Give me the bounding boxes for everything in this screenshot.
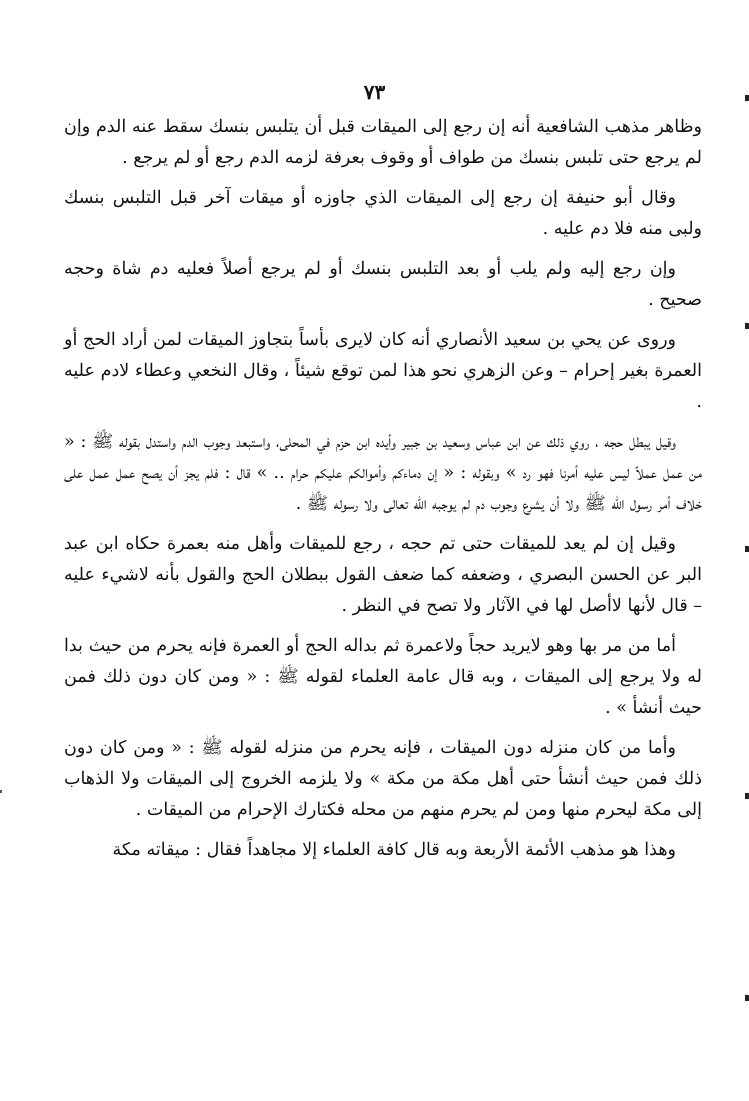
body-text xyxy=(64,112,702,875)
scan-edge-mark xyxy=(745,323,749,329)
paragraph-1: وظاهر مذهب الشافعية أنه إن رجع إلى الميقات قبل أن يتلبس بنسك سقط عنه الدم وإن لم يرجع حتى تلبس بنسك من طواف أو وقوف بعرفة لزمه الدم رجع أو لم يرجع . xyxy=(64,117,702,168)
paragraph-8: وأما من كان منزله دون الميقات ، فإنه يحرم من منزله لقوله ﷺ : « ومن كان دون ذلك فمن حيث أنشأ حتى أهل مكة من مكة » ولا يلزمه الخروج إلى الميقات ولا الذهاب إلى مكة ليحرم منها ومن لم يحرم منهم من محله فكتارك الإحرام من الميقات . xyxy=(64,738,702,820)
scan-edge-mark xyxy=(0,790,2,793)
paragraph-3: وإن رجع إليه ولم يلب أو بعد التلبس بنسك أو لم يرجع أصلاً فعليه دم شاة وحجه صحيح . xyxy=(64,259,702,310)
paragraph-4: وروى عن يحي بن سعيد الأنصاري أنه كان لايرى بأساً بتجاوز الميقات لمن أراد الحج أو العمرة بغير إحرام – وعن الزهري نحو هذا لمن توقع شيئاً ، وقال النخعي وعطاء لادم عليه . xyxy=(64,330,702,412)
paragraph-9: وهذا هو مذهب الأئمة الأربعة وبه قال كافة العلماء إلا مجاهداً فقال : ميقاته مكة xyxy=(112,840,676,860)
page-number: ٧٣ xyxy=(363,80,386,104)
scan-edge-mark xyxy=(745,95,749,101)
scan-edge-mark xyxy=(745,995,749,1001)
paragraph-2: وقال أبو حنيفة إن رجع إلى الميقات الذي جاوزه أو ميقات آخر قبل التلبس بنسك ولبى منه فلا دم عليه . xyxy=(64,188,702,239)
scan-edge-mark xyxy=(745,546,749,552)
scan-edge-mark xyxy=(745,793,749,799)
paragraph-7: أما من مر بها وهو لايريد حجاً ولاعمرة ثم بداله الحج أو العمرة فإنه يحرم من حيث بدا له ولا يرجع إلى الميقات ، وبه قال عامة العلماء لقوله ﷺ : « ومن كان دون ذلك فمن حيث أنشأ » . xyxy=(64,636,702,718)
paragraph-5: وقيل يبطل حجه ، روي ذلك عن ابن عباس وسعيد بن جبير وأيده ابن حزم في المحلى، واستبعد وجوب الدم واستدل بقوله ﷺ : « من عمل عملاً ليس عليه أمرنا فهو رد » وبقوله : « إن دماءكم وأموالكم عليكم حرام .. » قال : فلم يجز أن يصح عمل عمل على خلاف أمر رسول الله ﷺ ولا أن يشرع وجوب دم لم يوجبه الله تعالى ولا رسوله ﷺ . xyxy=(64,432,702,514)
paragraph-6: وقيل إن لم يعد للميقات حتى تم حجه ، رجع للميقات وأهل منه بعمرة حكاه ابن عبد البر عن الحسن البصري ، وضعفه كما ضعف القول ببطلان الحج والقول بأنه لاشيء عليه – قال لأنها لاأصل لها في الآثار ولا تصح في النظر . xyxy=(64,534,702,616)
